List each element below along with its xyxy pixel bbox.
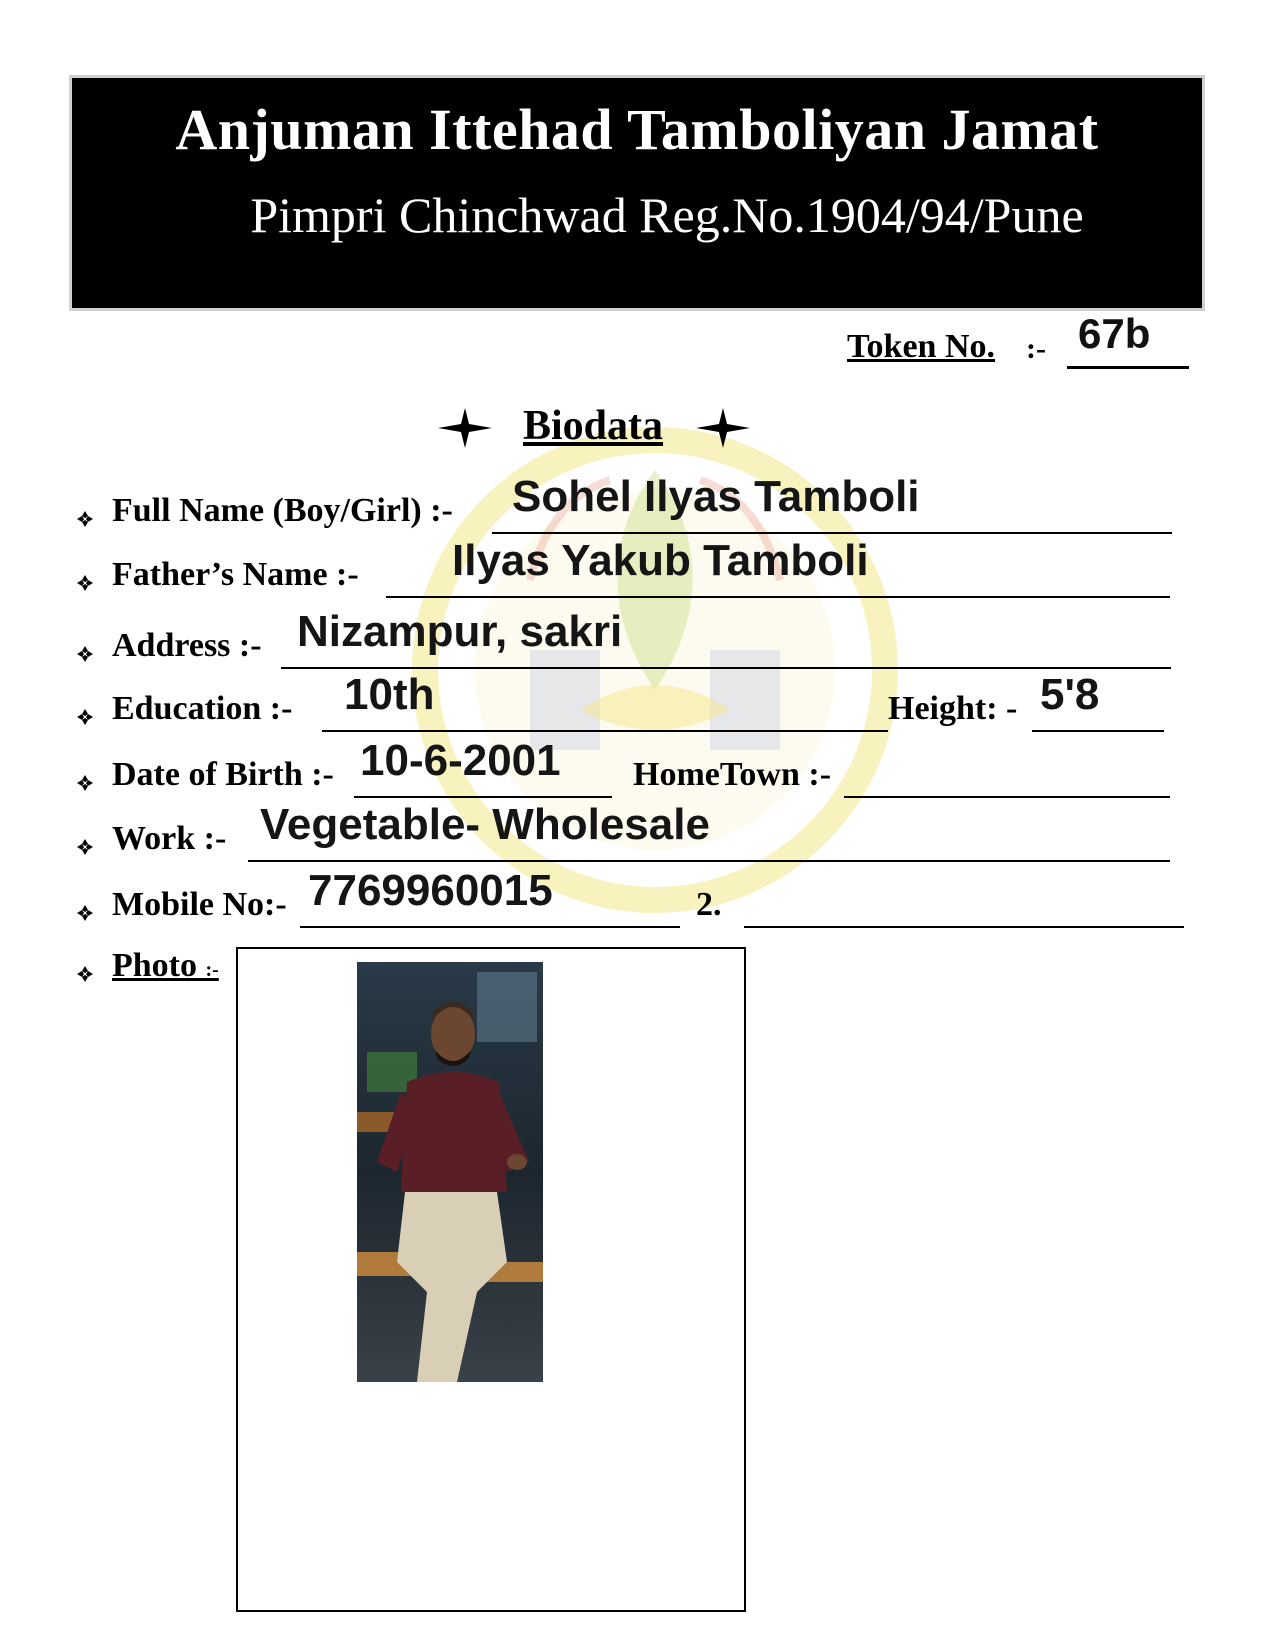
height-label: Height: -: [888, 690, 1018, 727]
mobile2-label: 2.: [696, 886, 722, 923]
profile-photo: [357, 962, 543, 1382]
field-mobile: [76, 866, 1206, 936]
mobile2-line: [744, 926, 1184, 928]
diamond-bullet-icon: [76, 574, 94, 592]
education-label: Education :-: [112, 690, 293, 727]
full-name-line: [492, 532, 1172, 534]
hometown-label: HomeTown :-: [633, 756, 832, 793]
token-value: 67b: [1078, 310, 1151, 357]
dob-line: [354, 796, 612, 798]
work-value: Vegetable- Wholesale: [260, 800, 710, 849]
diamond-bullet-icon: [76, 965, 94, 983]
four-point-star-icon: [696, 408, 750, 448]
four-point-star-icon: [438, 408, 492, 448]
diamond-bullet-icon: [76, 708, 94, 726]
organization-title: Anjuman Ittehad Tamboliyan Jamat: [175, 97, 1099, 162]
token-underline: [1067, 366, 1189, 369]
hometown-line: [844, 796, 1170, 798]
father-name-label: Father’s Name :-: [112, 556, 359, 593]
photo-label-text: Photo: [112, 947, 197, 984]
field-education-height: [76, 670, 1206, 740]
education-value: 10th: [344, 670, 435, 719]
dob-label: Date of Birth :-: [112, 756, 334, 793]
field-dob-hometown: [76, 736, 1206, 806]
diamond-bullet-icon: [76, 904, 94, 922]
address-value: Nizampur, sakri: [297, 607, 623, 656]
height-line: [1032, 730, 1164, 732]
header-banner: [72, 78, 1202, 308]
photo-label: [112, 947, 219, 985]
father-name-value: Ilyas Yakub Tamboli: [452, 536, 869, 585]
diamond-bullet-icon: [76, 838, 94, 856]
diamond-bullet-icon: [76, 774, 94, 792]
field-full-name: [76, 472, 1206, 542]
address-label: Address :-: [112, 627, 262, 664]
full-name-value: Sohel Ilyas Tamboli: [512, 472, 920, 521]
diamond-bullet-icon: [76, 510, 94, 528]
field-address: [76, 607, 1206, 677]
height-value: 5'8: [1040, 670, 1100, 719]
field-father-name: [76, 536, 1206, 606]
biodata-heading: [438, 398, 818, 458]
token-label: Token No.: [847, 328, 996, 365]
photo-label-suffix: :-: [205, 959, 219, 981]
biodata-title: Biodata: [523, 403, 664, 449]
father-name-line: [386, 596, 1170, 598]
education-line: [322, 730, 888, 732]
mobile-line: [300, 926, 680, 928]
organization-subtitle: Pimpri Chinchwad Reg.No.1904/94/Pune: [250, 187, 1084, 243]
work-line: [248, 860, 1170, 862]
dob-value: 10-6-2001: [360, 736, 561, 785]
field-work: [76, 800, 1206, 870]
diamond-bullet-icon: [76, 645, 94, 663]
mobile-label: Mobile No:-: [112, 886, 287, 923]
token-separator: :-: [1026, 332, 1046, 365]
full-name-label: Full Name (Boy/Girl) :-: [112, 492, 453, 529]
address-line: [281, 667, 1171, 669]
mobile-value: 7769960015: [308, 866, 553, 915]
work-label: Work :-: [112, 820, 227, 857]
